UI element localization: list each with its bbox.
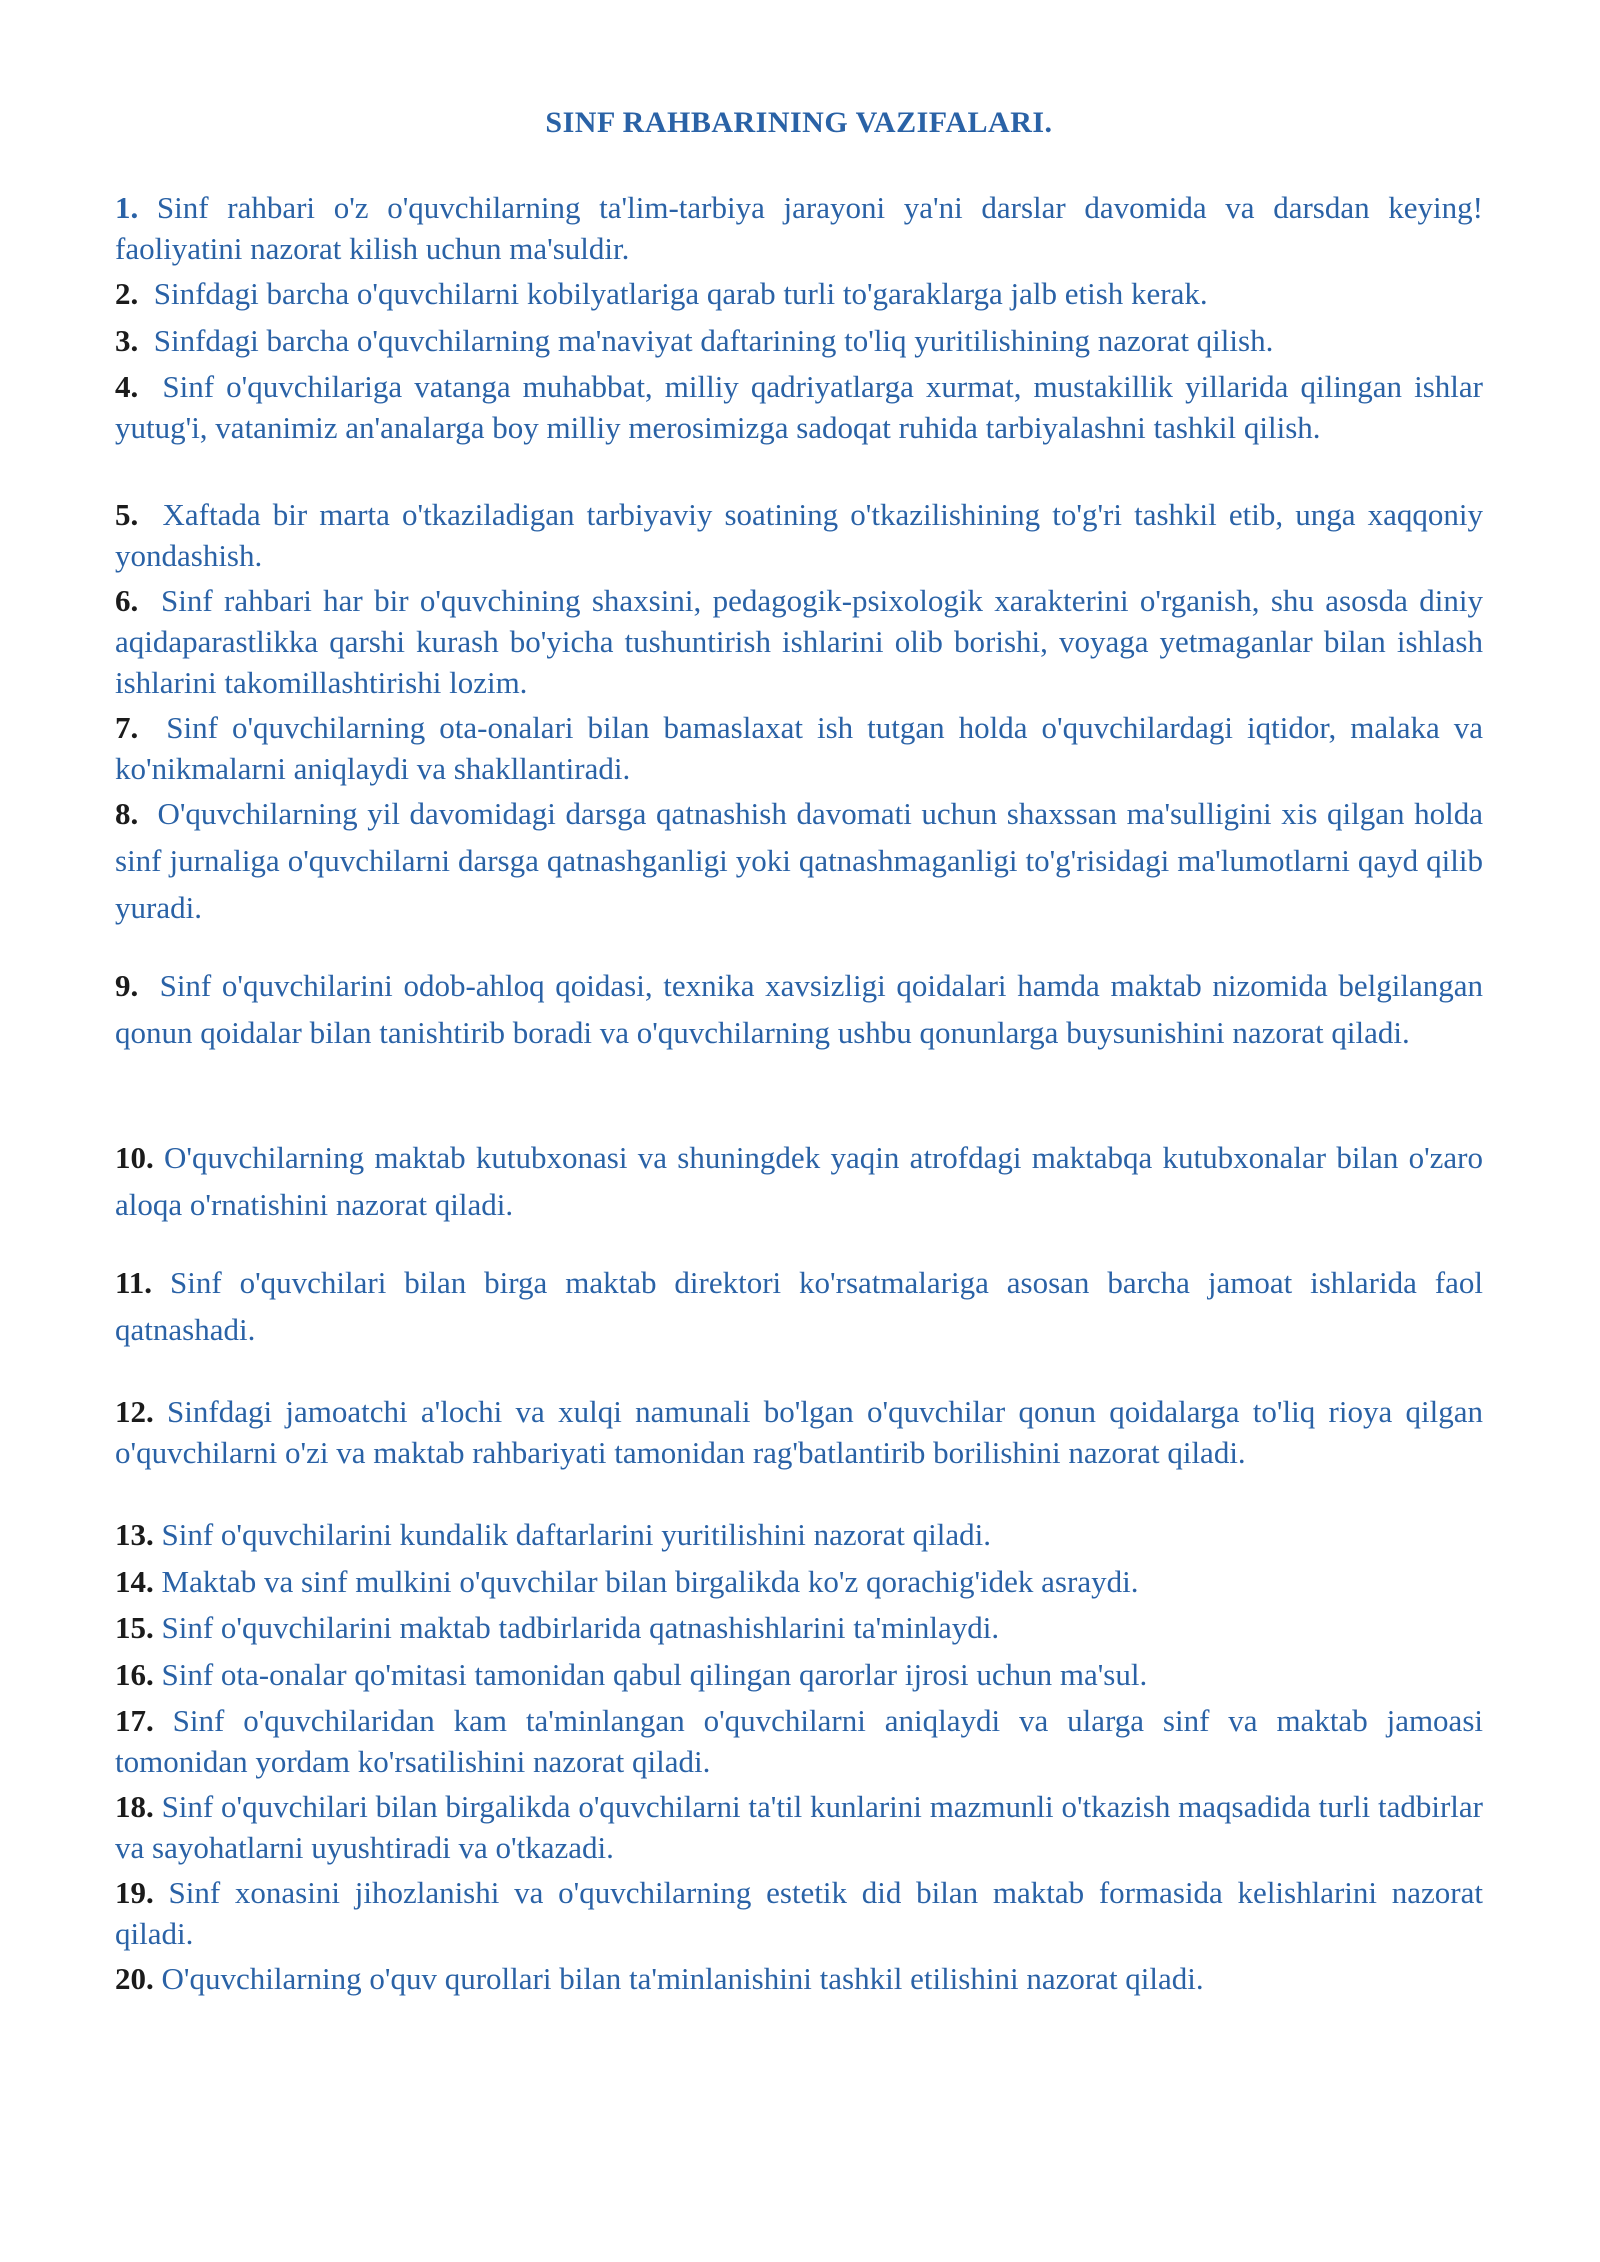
item-number: 3. [115,323,139,358]
list-item [115,1134,1483,1228]
list-item [115,790,1483,931]
list-item [115,1786,1483,1868]
item-number: 8. [115,796,139,831]
item-number: 9. [115,968,139,1003]
list-item [115,1654,1483,1695]
item-number: 11. [115,1265,153,1300]
list-item [115,707,1483,789]
item-number: 4. [115,369,139,404]
item-number: 2. [115,276,139,311]
item-text: O'quvchilarning yil davomidagi darsga qatnashish davomati uchun shaxssan ma'sulligini xis qilgan holda sinf jurnaliga o'quvchilarni darsga qatnashganligi yoki qatnashmaganligi to'g'risidagi ma'lumotlarni qayd qilib yuradi. [115,796,1483,925]
item-number: 12. [115,1394,154,1429]
item-text: Sinf o'quvchilariga vatanga muhabbat, milliy qadriyatlarga xurmat, mustakillik yillarida qilingan ishlar yutug'i, vatanimiz an'analarga boy milliy merosimizga sadoqat ruhida tarbiyalashni tashkil qilish. [115,369,1484,445]
list-item [115,273,1483,314]
list-item [115,580,1483,703]
item-number: 18. [115,1789,154,1824]
list-item [115,1514,1483,1555]
item-number: 7. [115,710,139,745]
list-item [115,1872,1483,1954]
item-number: 10. [115,1140,154,1175]
item-text: Sinf o'quvchilaridan kam ta'minlangan o'quvchilarni aniqlaydi va ularga sinf va maktab jamoasi tomonidan yordam ko'rsatilishini nazorat qiladi. [115,1703,1483,1779]
item-text: Xaftada bir marta o'tkaziladigan tarbiyaviy soatining o'tkazilishining to'g'ri tashkil etib, unga xaqqoniy yondashish. [115,497,1483,573]
list-item [115,187,1483,269]
item-text: Sinf o'quvchilarini kundalik daftarlarini yuritilishini nazorat qiladi. [161,1517,991,1552]
item-number: 5. [115,497,139,532]
list-item [115,1958,1483,1999]
item-text: Sinf xonasini jihozlanishi va o'quvchilarning estetik did bilan maktab formasida kelishlarini nazorat qiladi. [115,1875,1483,1951]
item-text: Maktab va sinf mulkini o'quvchilar bilan birgalikda ko'z qorachig'idek asraydi. [161,1564,1139,1599]
item-number: 20. [115,1961,154,1996]
item-text: Sinf o'quvchilari bilan birga maktab direktori ko'rsatmalariga asosan barcha jamoat ishlarida faol qatnashadi. [115,1265,1483,1347]
item-text: Sinf rahbari o'z o'quvchilarning ta'lim-tarbiya jarayoni ya'ni darslar davomida va darsdan keying! faoliyatini nazorat kilish uchun ma'suldir. [115,190,1483,266]
list-item [115,1391,1483,1473]
item-text: Sinfdagi barcha o'quvchilarni kobilyatlariga qarab turli to'garaklarga jalb etish kerak. [153,276,1208,311]
document-title: SINF RAHBARINING VAZIFALARI. [545,106,1053,139]
item-text: O'quvchilarning maktab kutubxonasi va shuningdek yaqin atrofdagi maktabqa kutubxonalar bilan o'zaro aloqa o'rnatishini nazorat qiladi. [115,1140,1484,1222]
item-text: Sinf rahbari har bir o'quvchining shaxsini, pedagogik-psixologik xarakterini o'rganish, shu asosda diniy aqidaparastlikka qarshi kurash bo'yicha tushuntirish ishlarini olib borishi, voyaga yetmaganlar bilan ishlash ishlarini takomillashtirishi lozim. [115,583,1484,700]
list-item [115,1607,1483,1648]
list-item [115,1700,1483,1782]
list-item [115,1259,1483,1353]
item-number: 15. [115,1610,154,1645]
item-text: Sinf o'quvchilarini maktab tadbirlarida qatnashishlarini ta'minlaydi. [161,1610,1000,1645]
item-number: 14. [115,1564,154,1599]
item-number: 13. [115,1517,154,1552]
list-item [115,1561,1483,1602]
list-item [115,320,1483,361]
item-number: 17. [115,1703,154,1738]
item-number: 19. [115,1875,154,1910]
item-text: Sinf o'quvchilarini odob-ahloq qoidasi, texnika xavsizligi qoidalari hamda maktab nizomida belgilangan qonun qoidalar bilan tanishtirib boradi va o'quvchilarning ushbu qonunlarga buysunishini nazorat qiladi. [115,968,1484,1050]
item-text: Sinf o'quvchilari bilan birgalikda o'quvchilarni ta'til kunlarini mazmunli o'tkazish maqsadida turli tadbirlar va sayohatlarni uyushtiradi va o'tkazadi. [115,1789,1483,1865]
item-text: Sinf ota-onalar qo'mitasi tamonidan qabul qilingan qarorlar ijrosi uchun ma'sul. [161,1657,1148,1692]
item-text: Sinf o'quvchilarning ota-onalari bilan bamaslaxat ish tutgan holda o'quvchilardagi iqtidor, malaka va ko'nikmalarni aniqlaydi va shakllantiradi. [115,710,1484,786]
item-number: 6. [115,583,139,618]
item-text: O'quvchilarning o'quv qurollari bilan ta'minlanishini tashkil etilishini nazorat qiladi. [161,1961,1204,1996]
list-item [115,494,1483,576]
item-number: 1. [115,190,139,225]
item-text: Sinfdagi barcha o'quvchilarning ma'naviyat daftarining to'liq yuritilishining nazorat qilish. [153,323,1274,358]
item-text: Sinfdagi jamoatchi a'lochi va xulqi namunali bo'lgan o'quvchilar qonun qoidalarga to'liq rioya qilgan o'quvchilarni o'zi va maktab rahbariyati tamonidan rag'batlantirib borilishini nazorat qiladi. [115,1394,1483,1470]
list-item [115,962,1483,1056]
item-number: 16. [115,1657,154,1692]
list-item [115,366,1483,448]
